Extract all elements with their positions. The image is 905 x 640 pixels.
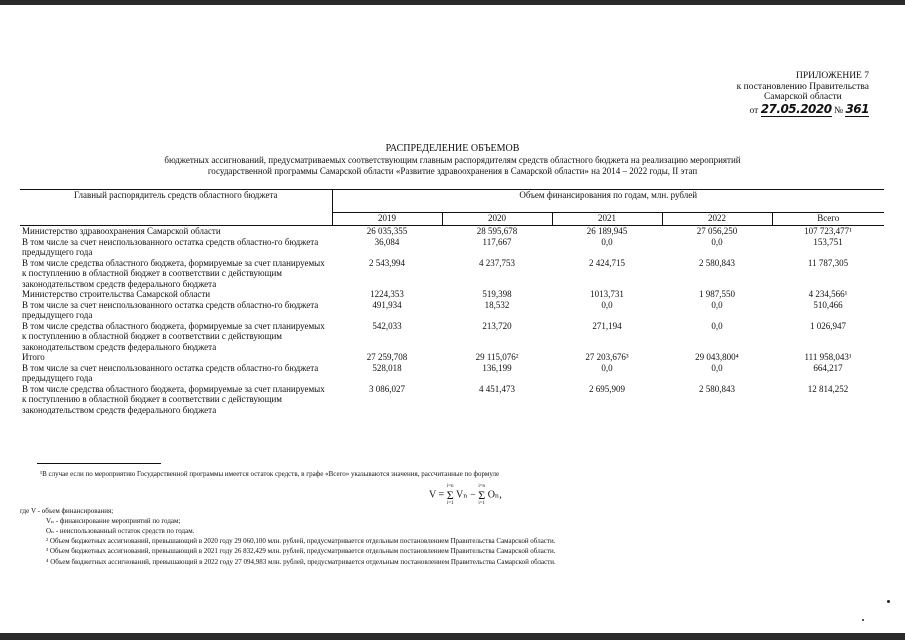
table-header-row bbox=[20, 190, 884, 213]
scan-speck bbox=[887, 600, 890, 603]
cell-2022: 27 056,250 bbox=[696, 226, 738, 236]
cell-2021: 0,0 bbox=[601, 362, 613, 373]
header-volume: Объем финансирования по годам, млн. рублей bbox=[332, 190, 884, 213]
cell-total: 107 723,477¹ bbox=[804, 226, 852, 236]
table-row bbox=[20, 300, 884, 321]
cell-2021: 271,194 bbox=[592, 320, 622, 331]
sum-symbol-2 bbox=[478, 483, 485, 507]
footnote-3: ³ Объем бюджетных ассигнований, превышающий в 2021 году 26 832,429 млн. рублей, предусматривается отдельным постановлением Правительства Самарской области. bbox=[46, 547, 556, 555]
footnote-2: ² Объем бюджетных ассигнований, превышающий в 2020 году 29 060,100 млн. рублей, предусматривается отдельным постановлением Правительства Самарской области. bbox=[46, 537, 556, 545]
cell-2022: 0,0 bbox=[711, 362, 723, 373]
cell-2021: 0,0 bbox=[601, 236, 613, 247]
cell-2019: 2 543,994 bbox=[369, 257, 405, 268]
appendix-label: ПРИЛОЖЕНИЕ 7 bbox=[795, 71, 869, 81]
formula-lhs: V = bbox=[429, 489, 447, 501]
cell-2019: 542,033 bbox=[372, 320, 402, 331]
cell-2019: 3 086,027 bbox=[369, 383, 405, 394]
sum-symbol-1 bbox=[447, 483, 454, 507]
header-year-2022: 2022 bbox=[662, 213, 772, 226]
cell-total: 153,751 bbox=[813, 236, 843, 247]
cell-2022: 0,0 bbox=[711, 299, 723, 310]
cell-2022: 1 987,550 bbox=[699, 289, 735, 299]
cell-total: 12 814,252 bbox=[807, 383, 849, 394]
cell-2022: 0,0 bbox=[711, 236, 723, 247]
subtitle-line-2: государственной программы Самарской области «Развитие здравоохранения в Самарской области» на 2014 – 2022 годы, II этап bbox=[207, 166, 698, 176]
row-label: Министерство здравоохранения Самарской области bbox=[22, 226, 221, 236]
footnote-1: ¹В случае если по мероприятию Государственной программы имеется остаток средств, в графе «Всего» указываются значения, рассчитанные по формуле bbox=[40, 470, 500, 478]
cell-2022: 0,0 bbox=[711, 320, 723, 331]
sum-lower-limit: i=1 bbox=[446, 501, 454, 506]
cell-2020: 519,398 bbox=[482, 289, 512, 299]
table-row bbox=[20, 321, 884, 353]
footnote-where: где V - объем финансирования; bbox=[20, 507, 114, 515]
table-row bbox=[20, 352, 884, 363]
cell-2021: 27 203,676³ bbox=[585, 352, 629, 362]
header-year-2019: 2019 bbox=[332, 213, 442, 226]
header-total: Всего bbox=[772, 213, 884, 226]
row-label: В том числе за счет неиспользованного остатка средств областно-го бюджета предыдущего года bbox=[22, 299, 319, 320]
cell-2019: 1224,353 bbox=[370, 289, 404, 299]
subtitle-line-1: бюджетных ассигнований, предусматриваемых соответствующим главным распорядителям средств областного бюджета на реализацию мероприятий bbox=[164, 155, 741, 165]
table-row bbox=[20, 258, 884, 290]
cell-2020: 28 595,678 bbox=[476, 226, 518, 236]
cell-total: 11 787,305 bbox=[807, 257, 849, 268]
footnote-on-def: Oₙ - неиспользованный остаток средств по годам. bbox=[46, 527, 195, 535]
sum-upper-limit: i=n bbox=[478, 484, 486, 489]
cell-2021: 1013,731 bbox=[590, 289, 624, 299]
table-row bbox=[20, 226, 884, 237]
header-year-2020: 2020 bbox=[442, 213, 552, 226]
row-label: В том числе средства областного бюджета, формируемые за счет планируемых к поступлению в областной бюджет в соответствии с действующим законодательством средств федерального бюджета bbox=[22, 320, 325, 352]
sum-upper-limit: i=n bbox=[446, 484, 454, 489]
funding-table bbox=[20, 189, 884, 415]
cell-2022: 2 580,843 bbox=[699, 257, 735, 268]
cell-2020: 213,720 bbox=[482, 320, 512, 331]
table-row bbox=[20, 237, 884, 258]
header-year-2021: 2021 bbox=[552, 213, 662, 226]
formula-vn: Vₙ bbox=[456, 489, 468, 501]
row-label: В том числе средства областного бюджета, формируемые за счет планируемых к поступлению в областной бюджет в соответствии с действующим законодательством средств федерального бюджета bbox=[22, 383, 325, 415]
cell-2020: 136,199 bbox=[482, 362, 512, 373]
document-title: РАСПРЕДЕЛЕНИЕ ОБЪЕМОВ bbox=[385, 143, 520, 154]
table-row bbox=[20, 363, 884, 384]
cell-total: 510,466 bbox=[813, 299, 843, 310]
total-formula bbox=[429, 483, 502, 507]
from-label: от bbox=[749, 105, 759, 116]
cell-2019: 36,084 bbox=[374, 236, 400, 247]
scan-speck bbox=[862, 619, 864, 621]
table-row bbox=[20, 289, 884, 300]
cell-2020: 29 115,076² bbox=[475, 352, 519, 362]
cell-2019: 26 035,355 bbox=[366, 226, 408, 236]
scan-top-edge bbox=[0, 0, 905, 5]
header-distributor: Главный распорядитель средств областного бюджета bbox=[20, 190, 332, 226]
footnote-vn-def: Vₙ - финансирование мероприятий по годам; bbox=[46, 517, 181, 525]
row-label: В том числе средства областного бюджета, формируемые за счет планируемых к поступлению в областной бюджет в соответствии с действующим законодательством средств федерального бюджета bbox=[22, 257, 325, 289]
formula-minus: − bbox=[470, 489, 479, 501]
handwritten-date: 27.05.2020 bbox=[760, 101, 832, 116]
cell-2021: 2 424,715 bbox=[589, 257, 625, 268]
table-row bbox=[20, 384, 884, 416]
cell-2021: 2 695,909 bbox=[589, 383, 625, 394]
scan-bottom-edge bbox=[0, 633, 905, 640]
formula-on: Oₙ, bbox=[487, 489, 502, 501]
number-label: № bbox=[833, 105, 844, 116]
row-label: Итого bbox=[22, 352, 45, 362]
cell-2019: 528,018 bbox=[372, 362, 402, 373]
cell-total: 111 958,043¹ bbox=[804, 352, 852, 362]
footnote-divider bbox=[37, 463, 161, 464]
region-line: Самарской области bbox=[763, 92, 842, 102]
sigma-icon: Σ bbox=[478, 488, 486, 502]
cell-2020: 18,532 bbox=[484, 299, 510, 310]
handwritten-number: 361 bbox=[845, 101, 869, 116]
cell-2020: 117,667 bbox=[482, 236, 512, 247]
footnote-4: ⁴ Объем бюджетных ассигнований, превышающий в 2022 году 27 094,983 млн. рублей, предусматривается отдельным постановлением Правительства Самарской области. bbox=[46, 558, 556, 566]
sigma-icon: Σ bbox=[446, 488, 454, 502]
cell-2021: 0,0 bbox=[601, 299, 613, 310]
cell-2022: 2 580,843 bbox=[699, 383, 735, 394]
row-label: В том числе за счет неиспользованного остатка средств областно-го бюджета предыдущего года bbox=[22, 236, 319, 257]
signature-line bbox=[737, 101, 869, 117]
cell-2019: 27 259,708 bbox=[366, 352, 408, 362]
cell-2022: 29 043,800⁴ bbox=[695, 352, 739, 362]
row-label: В том числе за счет неиспользованного остатка средств областно-го бюджета предыдущего года bbox=[22, 362, 319, 383]
cell-2020: 4 451,473 bbox=[479, 383, 515, 394]
row-label: Министерство строительства Самарской области bbox=[22, 289, 211, 299]
approval-block bbox=[737, 71, 869, 116]
sum-lower-limit: i=1 bbox=[478, 501, 486, 506]
document-subtitle bbox=[0, 155, 905, 177]
cell-total: 4 234,566¹ bbox=[808, 289, 848, 299]
cell-2021: 26 189,945 bbox=[586, 226, 628, 236]
cell-total: 1 026,947 bbox=[810, 320, 846, 331]
resolution-line: к постановлению Правительства bbox=[736, 81, 869, 92]
cell-total: 664,217 bbox=[813, 362, 843, 373]
cell-2019: 491,934 bbox=[372, 299, 402, 310]
cell-2020: 4 237,753 bbox=[479, 257, 515, 268]
